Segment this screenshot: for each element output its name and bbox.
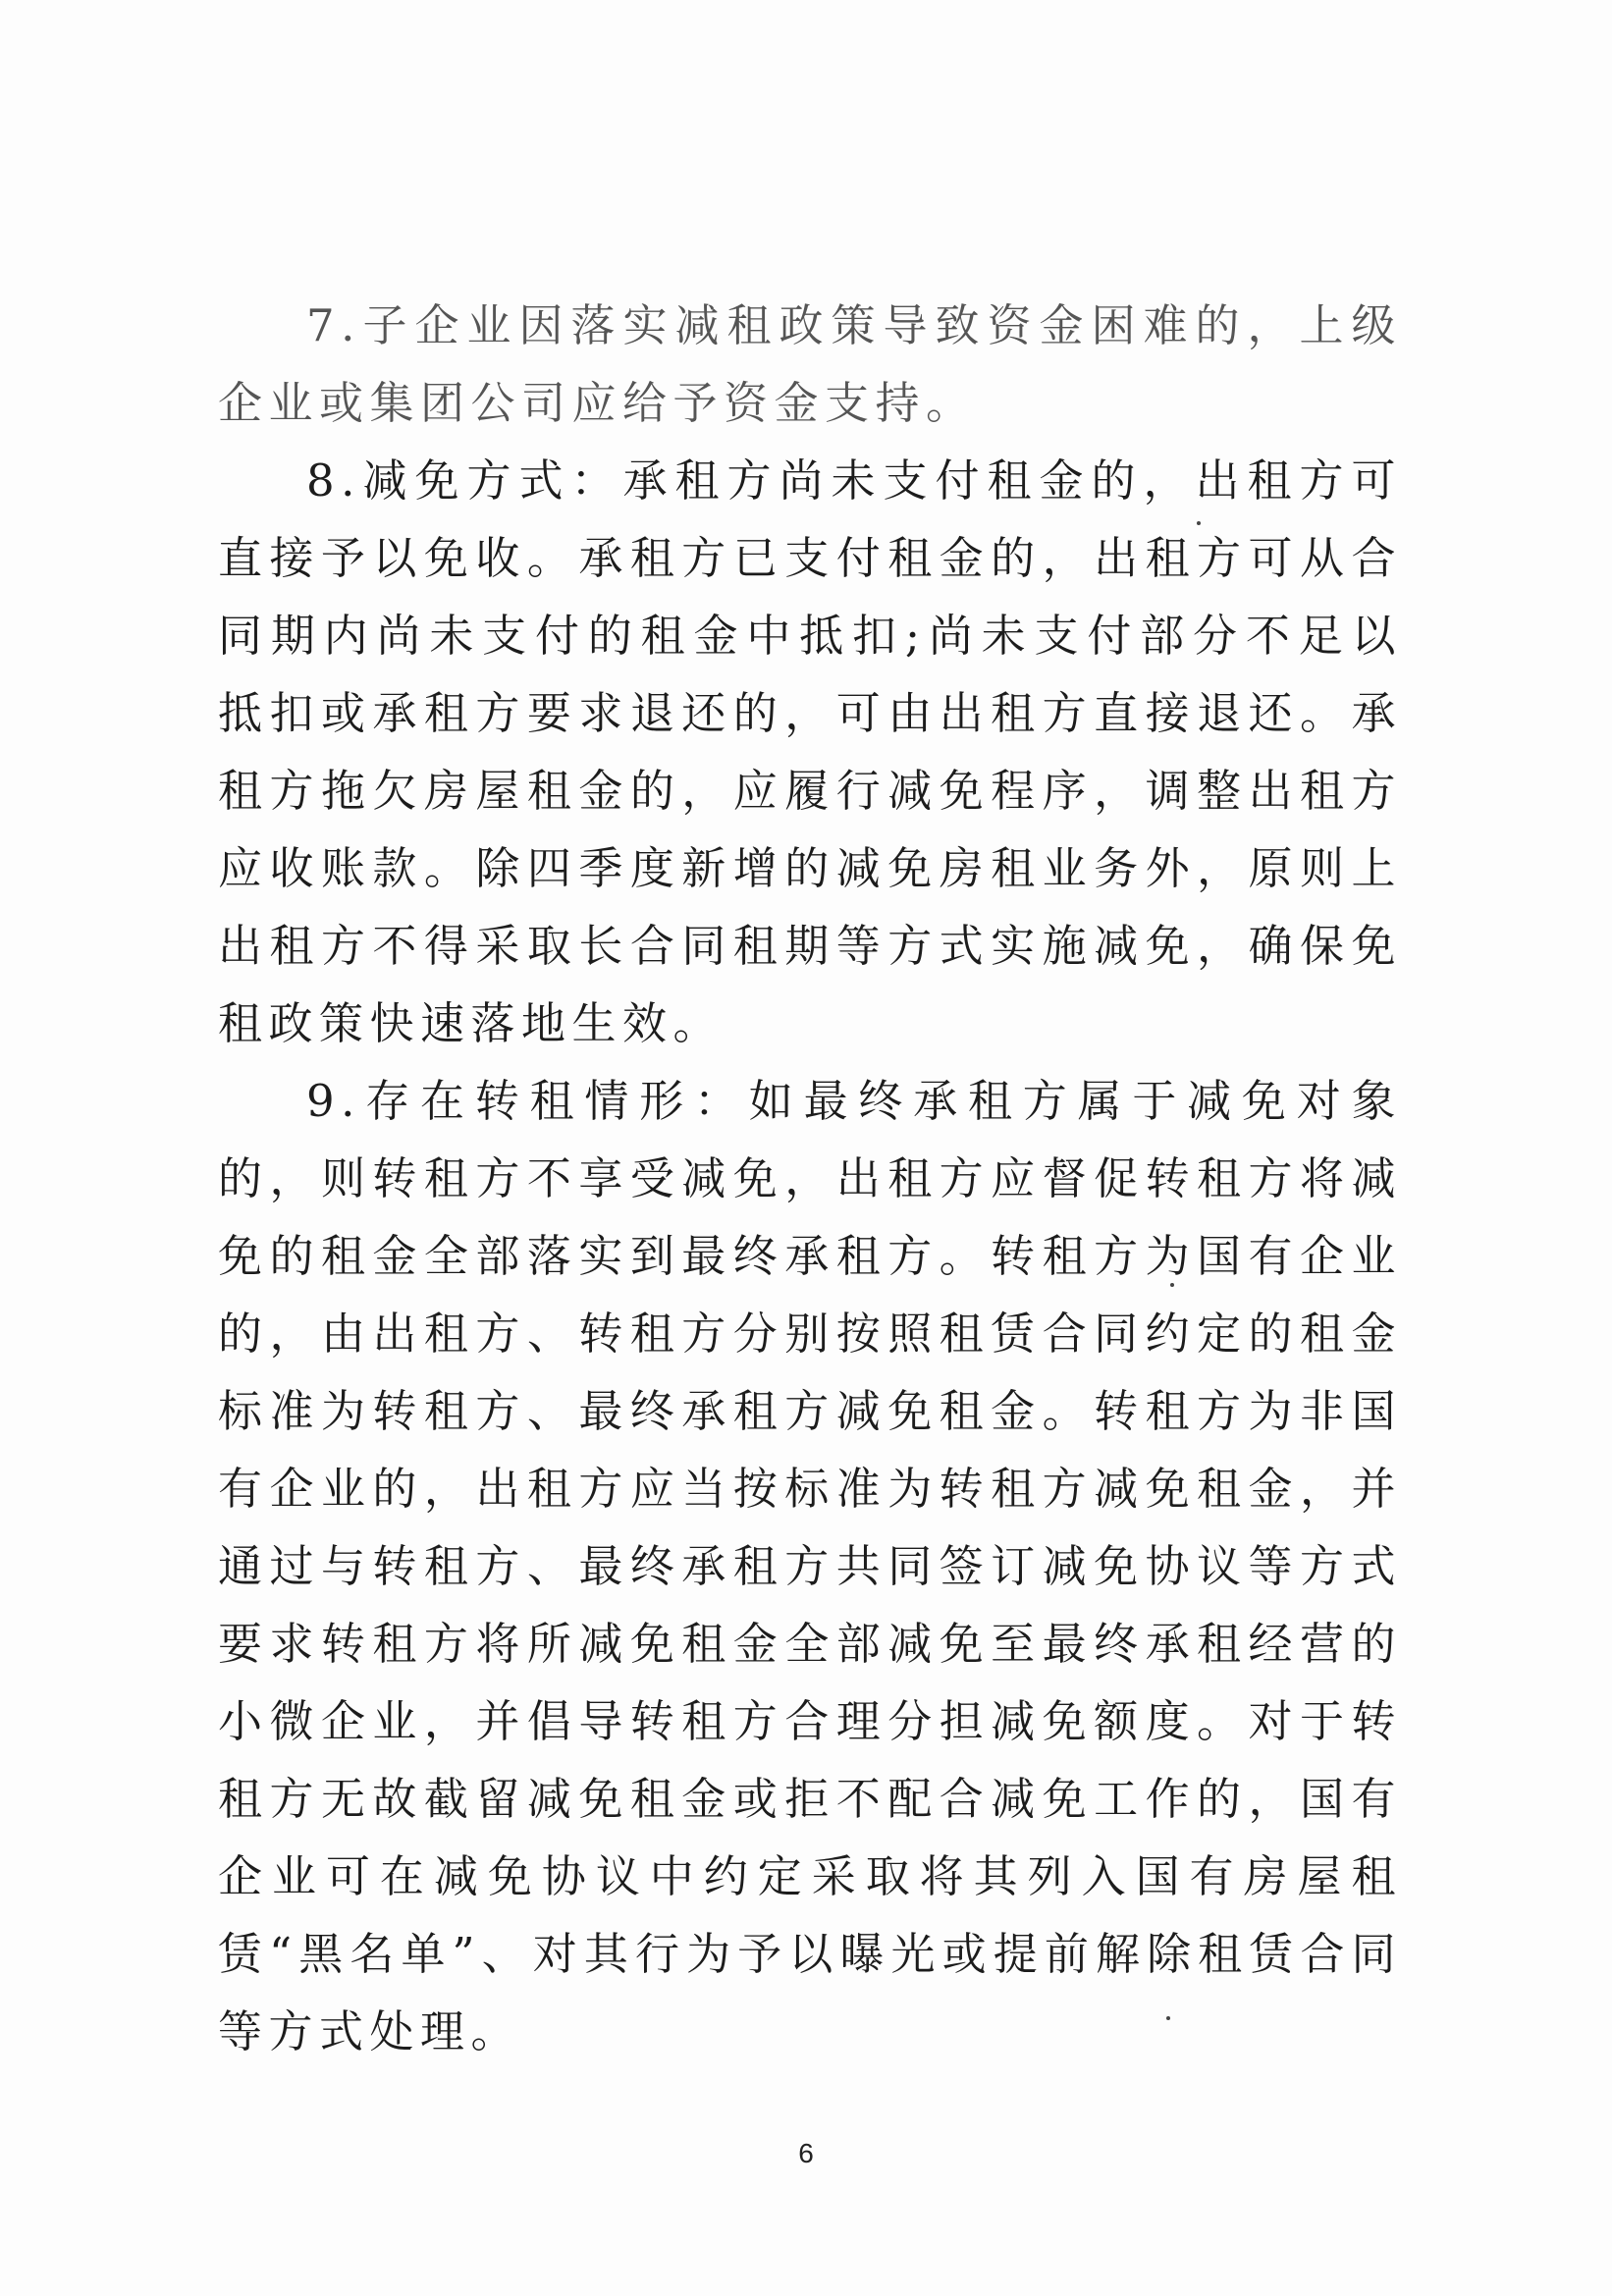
scan-speck	[1170, 1283, 1174, 1287]
scan-speck	[1166, 2016, 1170, 2020]
scan-speck	[1197, 521, 1201, 525]
paragraph-item-8: 8.减免方式：承租方尚未支付租金的，出租方可直接予以免收。承租方已支付租金的，出租方可从合同期内尚未支付的租金中抵扣;尚未支付部分不足以抵扣或承租方要求退还的，可由出租方直接退还。承租方拖欠房屋租金的，应履行减免程序，调整出租方应收账款。除四季度新增的减免房租业务外，原则上出租方不得采取长合同租期等方式实施减免，确保免租政策快速落地生效。	[218, 454, 1402, 1049]
document-body	[218, 287, 1402, 2070]
page-number: 6	[798, 2138, 814, 2168]
paragraph-item-9: 9.存在转租情形：如最终承租方属于减免对象的，则转租方不享受减免，出租方应督促转租方将减免的租金全部落实到最终承租方。转租方为国有企业的，由出租方、转租方分别按照租赁合同约定的租金标准为转租方、最终承租方减免租金。转租方为非国有企业的，出租方应当按标准为转租方减免租金，并通过与转租方、最终承租方共同签订减免协议等方式要求转租方将所减免租金全部减免至最终承租经营的小微企业，并倡导转租方合理分担减免额度。对于转租方无故截留减免租金或拒不配合减免工作的，国有企业可在减免协议中约定采取将其列入国有房屋租赁“黑名单”、对其行为予以曝光或提前解除租赁合同等方式处理。	[218, 1075, 1402, 2057]
paragraph-item-7: 7.子企业因落实减租政策导致资金困难的，上级企业或集团公司应给予资金支持。	[218, 299, 1402, 429]
